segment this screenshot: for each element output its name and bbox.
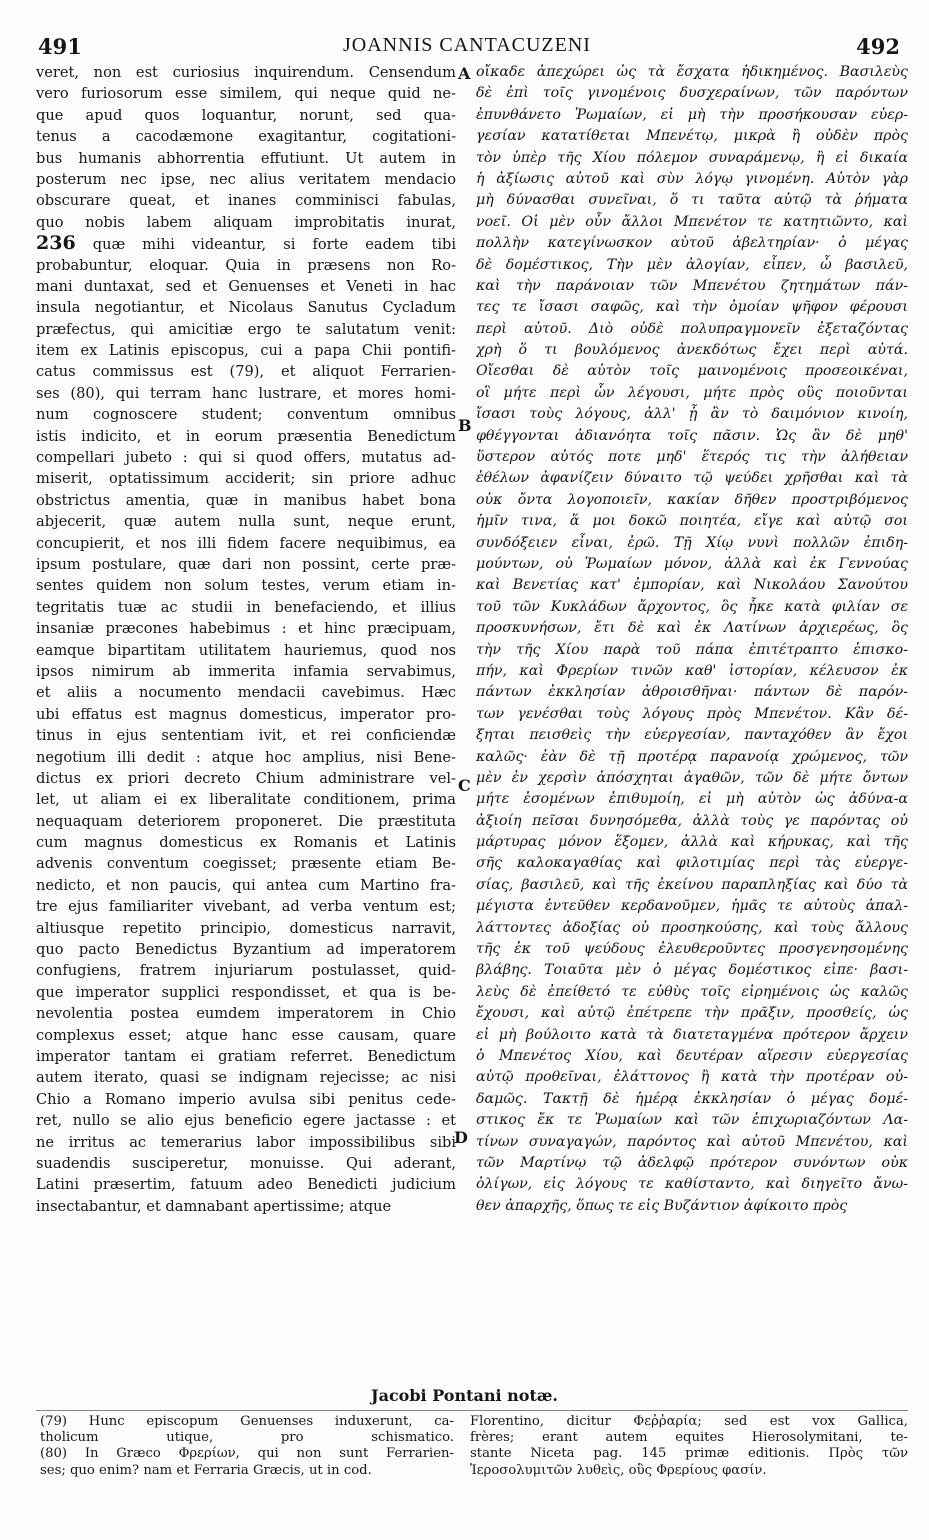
- greek-text-line: ἡμῖν τινα, ἅ μοι δοκῶ ποιητέα, εἴγε καὶ αὐτῷ σοι: [476, 513, 908, 530]
- greek-text-line: σίας, βασιλεῦ, καὶ τῆς ἐκείνου παραπληξίας καὶ δύο τὰ: [476, 876, 908, 893]
- notes-divider: [36, 1410, 908, 1411]
- latin-text-line: mani duntaxat, sed et Genuenses et Veneti in hac: [36, 277, 456, 295]
- section-marker-d: D: [454, 1128, 468, 1147]
- greek-text-line: ἡ ἀξίωσις αὐτοῦ καὶ σὺν λόγῳ γινομένη. Αὐτὸν γὰρ: [476, 170, 908, 187]
- latin-text-line: veret, non est curiosius inquirendum. Censendum: [36, 64, 456, 81]
- note-line: stante Niceta pag. 145 primæ editionis. Πρὸς τῶν: [470, 1446, 908, 1462]
- greek-text-line: περὶ αὐτοῦ. Διὸ οὐδὲ πολυπραγμονεῖν ἐξεταζόντας: [476, 320, 908, 337]
- latin-text-line: confugiens, fratrem injuriarum postulasset, quid-: [36, 962, 456, 980]
- latin-text-line: negotium illi dedit : atque hoc amplius, nisi Bene-: [36, 748, 456, 766]
- latin-text-line: cum magnus domesticus ex Romanis et Latinis: [36, 834, 456, 852]
- greek-text-line: μὲν ἐν χερσὶν ἀπόσχηται ἀγαθῶν, τῶν δὲ μήτε ὄντων: [476, 769, 908, 786]
- latin-text-line: ipsos nimirum ab immerita infamia servabimus,: [36, 662, 456, 680]
- greek-text-line: Οἴεσθαι δὲ αὐτὸν τοῖς μαινομένοις προσεοικέναι,: [476, 363, 908, 380]
- latin-text-line: compellari jubeto : qui si quod offers, mutatus ad-: [36, 449, 456, 467]
- latin-text-line: probabuntur, eloquar. Quia in præsens non Ro-: [36, 256, 456, 274]
- latin-text-line: let, ut aliam ei ex liberalitate conditionem, prima: [36, 791, 456, 809]
- note-line: Ἱεροσολυμιτῶν λυθεὶς, οὓς Φρερίους φασίν.: [470, 1462, 767, 1478]
- latin-column: [36, 62, 456, 1217]
- latin-text-line: miserit, optatissimum acciderit; sin priore adhuc: [36, 470, 456, 488]
- greek-text-line: μάρτυρας μόνον ἕξομεν, ἀλλὰ καὶ κήρυκας, καὶ τῆς: [476, 834, 908, 851]
- greek-text-line: νοεῖ. Οἱ μὲν οὖν ἄλλοι Μπενέτον τε κατητιῶντο, καὶ: [476, 213, 908, 230]
- greek-text-line: καλῶς· ἐὰν δὲ τῇ προτέρᾳ παρανοίᾳ χρώμενος, τῶν: [476, 748, 908, 765]
- latin-text-line: que imperator supplici respondisset, et qua is be-: [36, 983, 456, 1001]
- greek-text-line: ὀλίγων, εἰς λόγους τε καθίσταντο, καὶ διηγεῖτο ἄνω-: [476, 1176, 908, 1193]
- latin-text-line: tenus a cacodæmone exagitantur, cogitationi-: [36, 128, 456, 146]
- latin-text-line: istis indicito, et in eorum præsentia Benedictum: [36, 427, 456, 445]
- greek-text-line: ἐπυνθάνετο Ῥωμαίων, εἰ μὴ τὴν προσήκουσαν εὐερ-: [476, 106, 908, 123]
- greek-text-line: ἀξιοίη πεῖσαι δυνησόμεθα, ἀλλὰ τοὺς γε παρόντας οὐ: [476, 812, 908, 829]
- line-text: quæ mihi videantur, si forte eadem tibi: [92, 236, 456, 254]
- greek-text-line: ὁ Μπενέτος Χίου, καὶ δευτέραν αἵρεσιν εὐεργεσίας: [476, 1047, 908, 1064]
- greek-text-line: ξηται πεισθεὶς τὴν εὐεργεσίαν, πανταχόθεν ἂν ἔχοι: [476, 727, 908, 744]
- greek-text-line: των γενέσθαι τοὺς λόγους πρὸς Μπενέτον. Κἂν δέ-: [476, 705, 908, 722]
- latin-text-line: Latini præsertim, fatuum adeo Benedicti judicium: [36, 1176, 456, 1194]
- latin-text-line: nevolentia postea eumdem imperatorem in Chio: [36, 1005, 456, 1023]
- greek-text-line: καὶ τὴν παράνοιαν τῶν Μπενέτου ζητημάτων πάν-: [476, 277, 908, 294]
- note-line: (79) Hunc episcopum Genuenses induxerunt, ca-: [40, 1414, 454, 1429]
- latin-text-line: ne irritus ac temerarius labor impossibilibus sibi: [36, 1133, 456, 1151]
- greek-text-line: μέγιστα ἐντεῦθεν κερδανοῦμεν, ἡμᾶς τε αὐτοὺς ἀπαλ-: [476, 898, 908, 915]
- section-marker-a: A: [458, 64, 471, 83]
- greek-text-line: εἰ μὴ βούλοιτο κατὰ τὰ διατεταγμένα πρότερον ἄρχειν: [476, 1026, 908, 1043]
- section-marker-c: C: [458, 776, 471, 795]
- latin-text-line: insula negotiantur, et Nicolaus Sanutus Cycladum: [36, 299, 456, 317]
- latin-text-line: nedicto, et non paucis, qui antea cum Martino fra-: [36, 876, 456, 894]
- latin-text-line: obstrictus amentia, quæ in manibus habet bona: [36, 491, 456, 509]
- greek-text-line: καὶ Βενετίας κατ' ἐμπορίαν, καὶ Νικολάου Σανούτου: [476, 577, 908, 594]
- greek-text-line: αὐτῷ προθεῖναι, ἐλάττονος ἢ κατὰ τὴν προτέραν οὐ-: [476, 1069, 908, 1086]
- greek-text-line: λάττοντες ἀδοξίας οὐ προσηκούσης, καὶ τοὺς ἄλλους: [476, 919, 908, 936]
- note-line: (80) In Græco Φρερίων, qui non sunt Ferrarien-: [40, 1446, 454, 1462]
- latin-text-line: advenis conventum coegisset; præsente etiam Be-: [36, 855, 456, 873]
- greek-text-line: χρὴ ὅ τι βουλόμενος ἀνεκδότως ἔχει περὶ αὐτά.: [476, 342, 908, 359]
- latin-text-line: obscurare queat, et inanes comminisci fabulas,: [36, 192, 456, 210]
- greek-text-line: σῆς καλοκαγαθίας καὶ φιλοτιμίας περὶ τὰς εὐεργε-: [476, 855, 908, 872]
- greek-text-line: συνδόξειεν εἶναι, ἐρῶ. Τῇ Χίῳ νυνὶ πολλῶν ἐπιδη-: [476, 534, 908, 551]
- latin-text-line: insaniæ præcones habebimus : et hinc præcipuam,: [36, 620, 456, 638]
- latin-text-line: præfectus, qui amicitiæ ergo te salutatum venit:: [36, 320, 456, 338]
- page-number-right: 492: [856, 34, 900, 59]
- latin-text-line: posterum nec ipse, nec alius veritatem mendacio: [36, 170, 456, 188]
- note-line: Florentino, dicitur Φεῤῥαρία; sed est vox Gallica,: [470, 1414, 908, 1429]
- greek-text-line: ἔχουσι, καὶ αὐτῷ ἐπέτρεπε τὴν πρᾶξιν, προσθείς, ὡς: [476, 1005, 908, 1022]
- greek-text-line: βλάβης. Τοιαῦτα μὲν ὁ μέγας δομέστικος εἰπε· βασι-: [476, 962, 908, 979]
- greek-text-line: τὸν ὑπὲρ τῆς Χίου πόλεμον συναράμενῳ, ἢ εἰ δικαία: [476, 149, 908, 166]
- latin-text-line: ret, nullo se alio ejus beneficio egere jactasse : et: [36, 1112, 456, 1130]
- page-header: [28, 34, 906, 62]
- greek-text-line: λεὺς δὲ ἐπείθετό τε εὐθὺς τοῖς εἰρημένοις ὡς καλῶς: [476, 983, 908, 1000]
- latin-text-line: num cognoscere student; conventum omnibus: [36, 406, 456, 424]
- note-line: tholicum utique, pro schismatico.: [40, 1430, 454, 1446]
- latin-text-line: quo nobis labem aliquam improbitatis inurat,: [36, 213, 456, 231]
- greek-text-line: φθέγγονται ἀδιανόητα τοῖς πᾶσιν. Ὡς ἂν δὲ μηθ': [476, 427, 908, 444]
- greek-text-line: πάντων ἐκκλησίαν ἀθροισθῆναι· πάντων δὲ παρόν-: [476, 684, 908, 701]
- greek-text-line: δὲ δομέστικος, Τὴν μὲν ἀλογίαν, εἶπεν, ὦ βασιλεῦ,: [476, 256, 908, 273]
- greek-text-line: τοῦ τῶν Κυκλάδων ἄρχοντος, ὃς ἧκε κατὰ φιλίαν σε: [476, 598, 908, 615]
- greek-text-line: πολλὴν κατεγίνωσκον αὐτοῦ ἀβελτηρίαν· ὁ μέγας: [476, 235, 908, 252]
- note-line: frères; erant autem equites Hierosolymitani, te-: [470, 1430, 908, 1446]
- greek-text-line: ὕστερον αὐτός ποτε μηδ' ἕτερός τις τὴν ἀλήθειαν: [476, 449, 908, 466]
- latin-text-line: tre ejus familiariter vivebant, ad verba ventum est;: [36, 898, 456, 916]
- greek-text-line: τῶν Μαρτίνῳ τῷ ἀδελφῷ πρότερον συνόντων οὐκ: [476, 1154, 908, 1171]
- greek-text-line: γεσίαν κατατίθεται Μπενέτῳ, μικρὰ ἢ οὐδὲν πρὸς: [476, 128, 908, 145]
- greek-text-line: ἴσασι τοὺς λόγους, ἀλλ' ᾗ ἂν τὸ δαιμόνιον κινοίη,: [476, 406, 908, 423]
- running-title: JOANNIS CANTACUZENI: [343, 34, 591, 56]
- latin-text-line: item ex Latinis episcopus, cui a papa Chii pontifi-: [36, 342, 456, 360]
- latin-text-line: concupierit, et nos illi fidem facere nequibimus, ea: [36, 534, 456, 552]
- greek-text-line: οὐκ ὄντα λογοποιεῖν, κακίαν δῆθεν προστριβόμενος: [476, 491, 908, 508]
- latin-text-line: imperator tantam ei gratiam referret. Benedictum: [36, 1047, 456, 1065]
- latin-text-line: ses (80), qui terram hanc lustrare, et mores homi-: [36, 384, 456, 402]
- latin-text-line: vero furiosorum esse similem, qui neque quid ne-: [36, 85, 456, 103]
- latin-text-line: altiusque repetito principio, domesticus narravit,: [36, 919, 456, 937]
- latin-text-line: suadendis susciperetur, monuisse. Qui aderant,: [36, 1154, 456, 1172]
- latin-text-line: eamque bipartitam utilitatem hauriemus, quod nos: [36, 641, 456, 659]
- greek-text-line: μὴ δύνασθαι συνεῖναι, ὅ τι ταῦτα αὐτῷ τὰ ῥήματα: [476, 192, 908, 209]
- latin-text-line: ubi effatus est magnus domesticus, imperator pro-: [36, 705, 456, 723]
- note-line: ses; quo enim? nam et Ferraria Græcis, ut in cod.: [40, 1462, 372, 1478]
- greek-text-line: τὴν τῆς Χίου παρὰ τοῦ πάπα ἐπιτέτραπτο ἐπισκο-: [476, 641, 908, 658]
- greek-text-line: μούντων, οὐ Ῥωμαίων μόνον, ἀλλὰ καὶ ἐκ Γεννούας: [476, 555, 908, 572]
- greek-column: [476, 62, 908, 1217]
- section-marker-b: B: [458, 416, 472, 435]
- latin-text-line: autem iterato, quasi se indignam rejecisse; ac nisi: [36, 1069, 456, 1087]
- notes-title: Jacobi Pontani notæ.: [371, 1386, 558, 1405]
- page-number-left: 491: [38, 34, 82, 59]
- latin-text-line: que apud quos loquantur, norunt, sed qua-: [36, 106, 456, 124]
- notes-right-column: [470, 1414, 908, 1479]
- latin-text-line: tegritatis tuæ ac studii in benefaciendo, et illius: [36, 598, 456, 616]
- latin-text-line: insectabantur, et damnabant apertissime; atque: [36, 1197, 392, 1215]
- latin-text-line: ipsum postulare, quæ dari non possint, certe præ-: [36, 555, 456, 573]
- greek-text-line: στικος ἔκ τε Ῥωμαίων καὶ τῶν ἐπιχωριαζόντων Λα-: [476, 1112, 908, 1129]
- latin-text-line: dictus ex priori decreto Chium administrare vel-: [36, 769, 456, 787]
- latin-text-line: quo pacto Benedictus Byzantium ad imperatorem: [36, 941, 456, 959]
- latin-text-line: tinus in ejus sententiam ivit, et rei conficiendæ: [36, 727, 456, 745]
- greek-text-line: θεν ἀπαρχῆς, ὅπως τε εἰς Βυζάντιον ἀφίκοιτο πρὸς: [476, 1197, 848, 1214]
- greek-text-line: μήτε ἐσομένων ἐπιθυμοίη, εἰ μὴ αὐτὸν ὡς ἀδύνα-α: [476, 791, 908, 808]
- latin-text-line: [36, 233, 456, 254]
- margin-number: 236: [36, 233, 76, 255]
- greek-text-line: πήν, καὶ Φρερίων τινῶν καθ' ἱστορίαν, κέλευσον ἐκ: [476, 662, 908, 679]
- greek-text-line: τίνων συναγαγών, παρόντος καὶ αὐτοῦ Μπενέτου, καὶ: [476, 1133, 908, 1150]
- greek-text-line: ἐθέλων ἀφανίζειν δύναιτο τῷ ψεύδει χρῆσθαι καὶ τὰ: [476, 470, 908, 487]
- latin-text-line: catus commissus est (79), et aliquot Ferrarien-: [36, 363, 456, 381]
- greek-text-line: οἴκαδε ἀπεχώρει ὡς τὰ ἔσχατα ἠδικημένος. Βασιλεὺς: [476, 64, 908, 80]
- latin-text-line: et aliis a nocumento mendacii cavebimus. Hæc: [36, 684, 456, 702]
- latin-text-line: bus humanis abhorrentia effutiunt. Ut autem in: [36, 149, 456, 167]
- latin-text-line: abjecerit, quæ autem nulla sunt, neque erunt,: [36, 513, 456, 531]
- latin-text-line: Chio a Romano imperio avulsa sibi penitus cede-: [36, 1090, 456, 1108]
- greek-text-line: οἳ μήτε περὶ ὧν λέγουσι, μήτε πρὸς οὓς ποιοῦνται: [476, 384, 908, 401]
- greek-text-line: δαμῶς. Τακτῇ δὲ ἡμέρᾳ ἐκκλησίαν ὁ μέγας δομέ-: [476, 1090, 908, 1107]
- greek-text-line: προσκυνήσων, ἔτι δὲ καὶ ἐκ Λατίνων ἀρχιερέως, ὃς: [476, 620, 908, 637]
- latin-text-line: complexus esset; atque hanc esse causam, quare: [36, 1026, 456, 1044]
- latin-text-line: sentes quidem non solum testes, verum etiam in-: [36, 577, 456, 595]
- latin-text-line: nequaquam deteriorem proponeret. Die præstituta: [36, 812, 456, 830]
- notes-left-column: [40, 1414, 454, 1479]
- greek-text-line: τῆς ἐκ τοῦ ψεύδους ἐλευθεροῦντες προσγενησομένης: [476, 941, 908, 958]
- greek-text-line: τες τε ἴσασι σαφῶς, καὶ τὴν ὁμοίαν ψῆφον φέρουσι: [476, 299, 908, 316]
- greek-text-line: δὲ ἐπὶ τοῖς γινομένοις δυσχεραίνων, τῶν παρόντων: [476, 85, 908, 102]
